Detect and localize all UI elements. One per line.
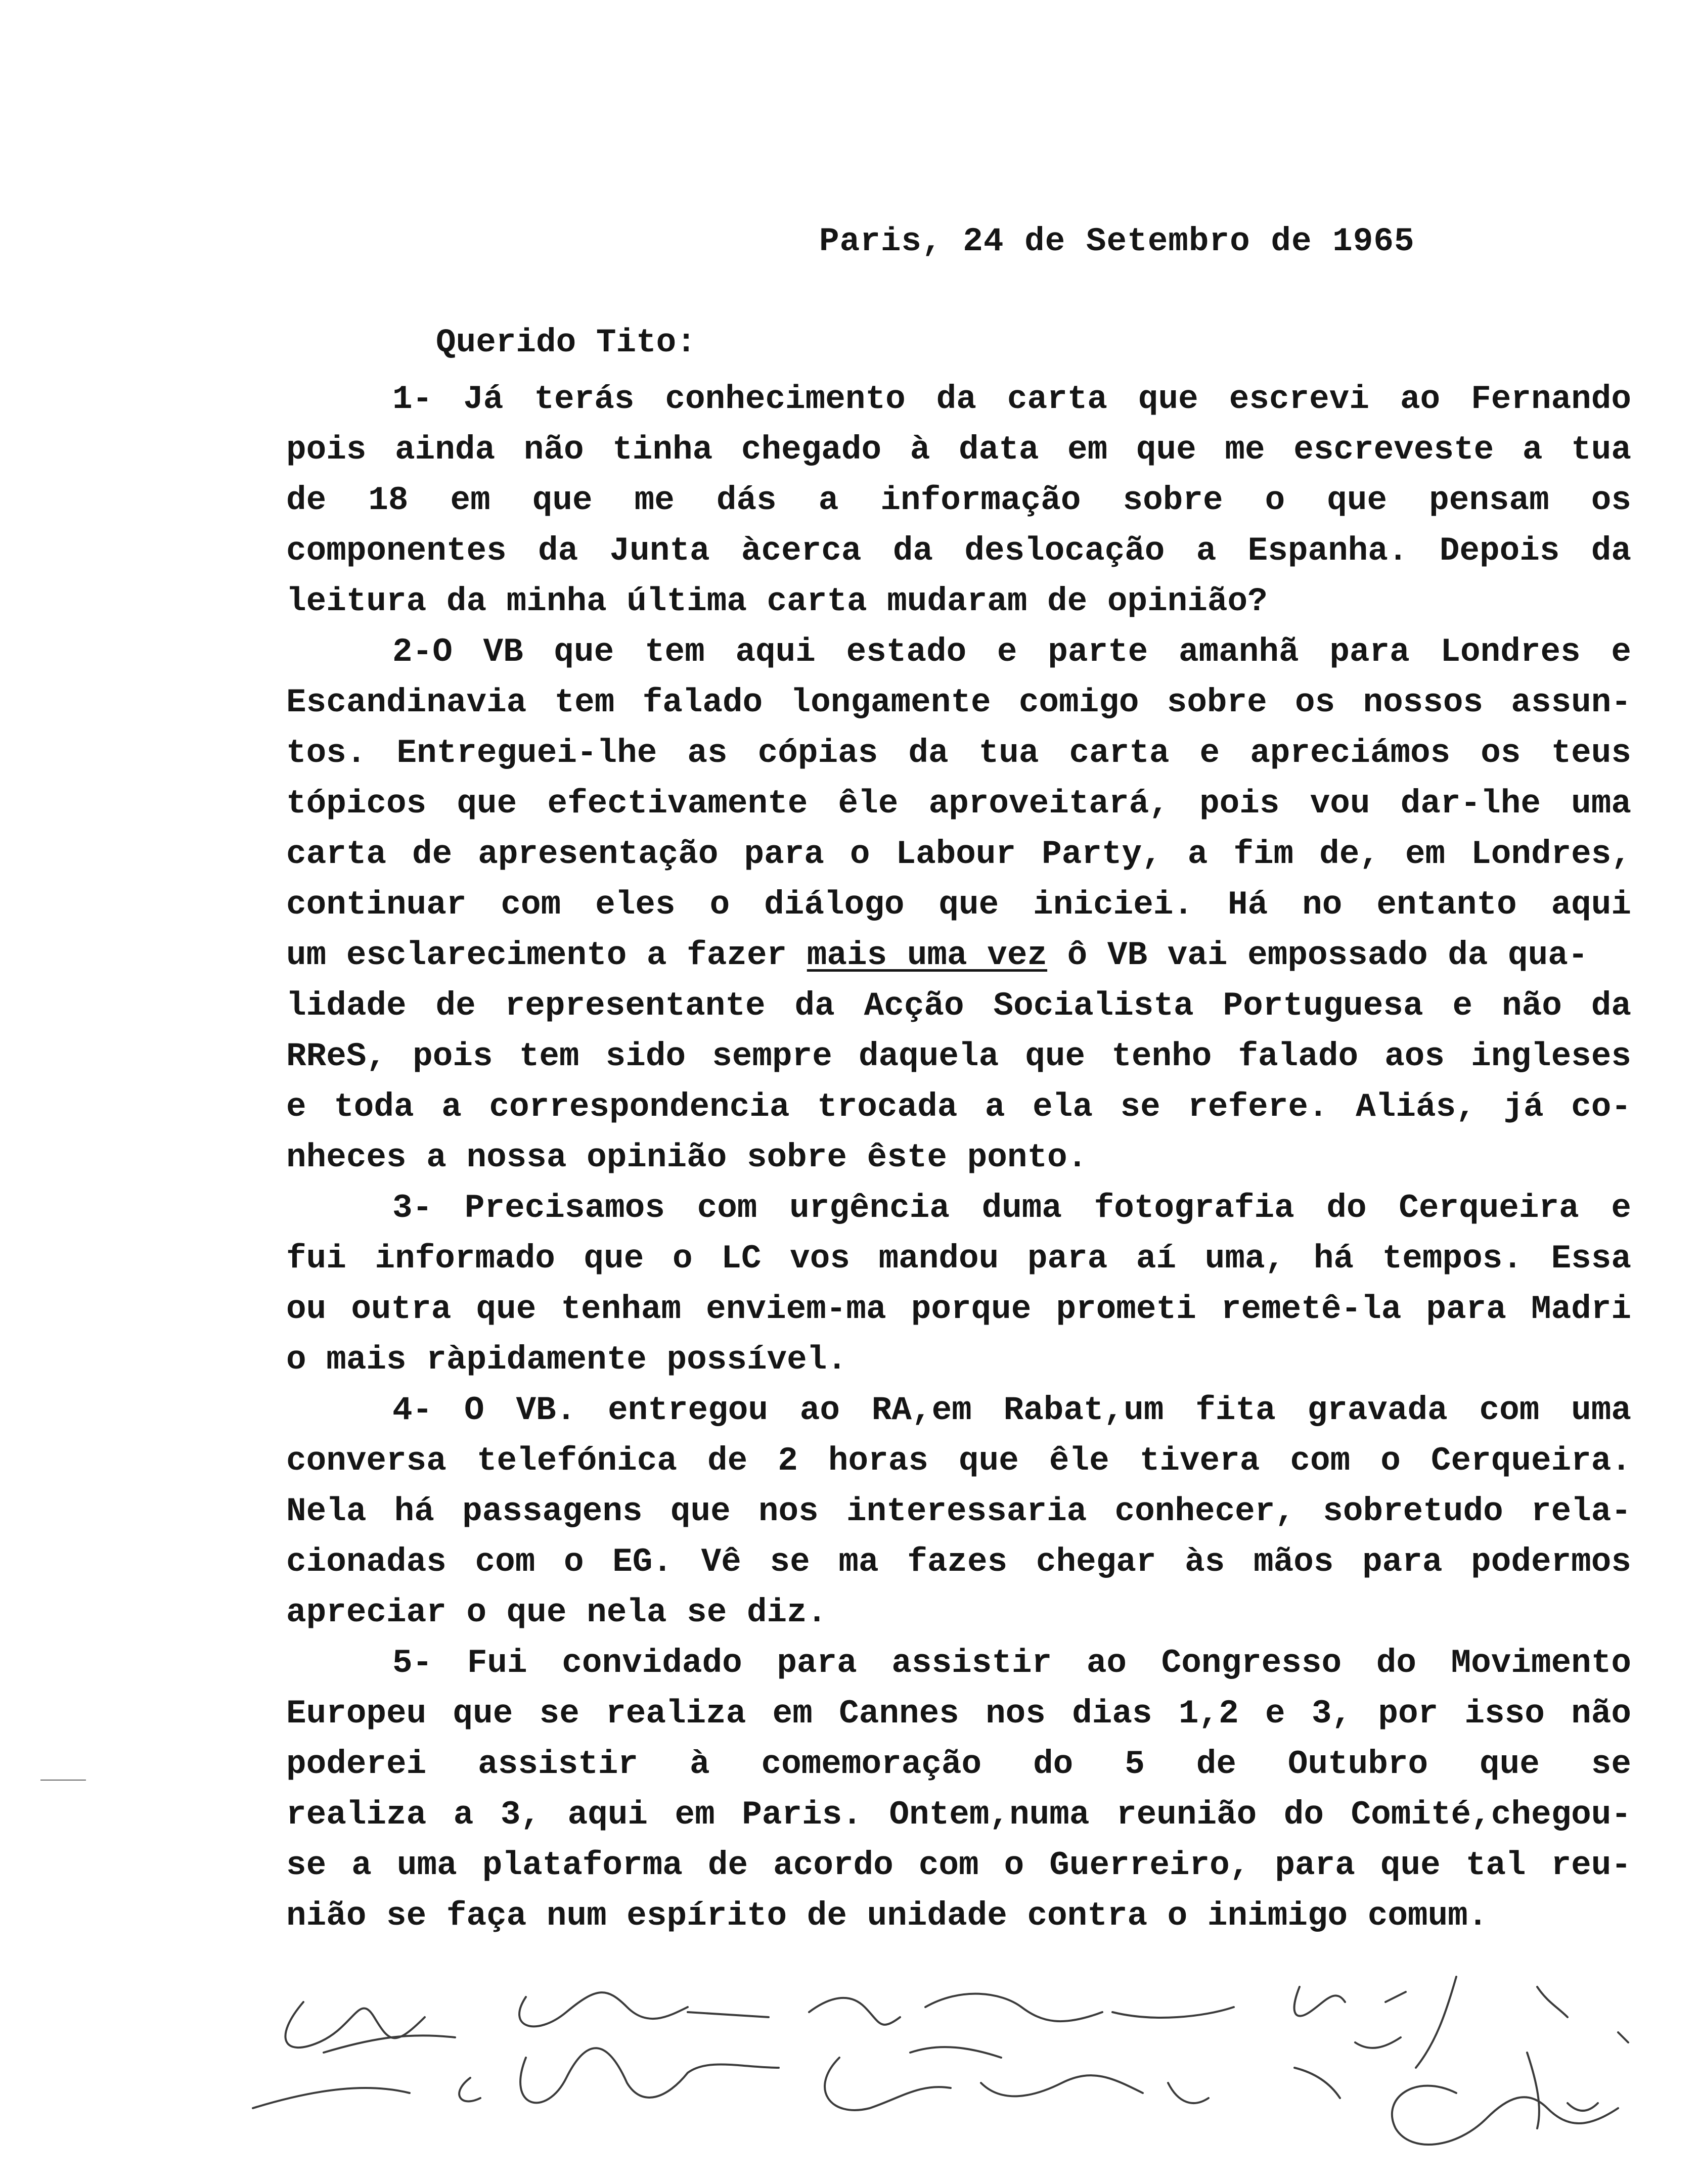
handwritten-signature [243, 1956, 1648, 2169]
text-line: Escandinavia tem falado longamente comigo sobre os nossos assun- [286, 684, 1631, 721]
text-segment: um esclarecimento a fazer [286, 936, 787, 974]
text-line: e toda a correspondencia trocada a ela se refere. Aliás, já co- [286, 1088, 1631, 1126]
paragraph-4 [286, 1385, 1631, 1638]
paragraph-1 [286, 374, 1631, 627]
text-line: nião se faça num espírito de unidade contra o inimigo comum. [286, 1897, 1488, 1935]
text-line: leitura da minha última carta mudaram de opinião? [286, 582, 1268, 620]
text-line: tos. Entreguei-lhe as cópias da tua carta e apreciámos os teus [286, 734, 1631, 772]
text-line: ou outra que tenham enviem-ma porque prometi remetê-la para Madri [286, 1290, 1631, 1328]
text-line: apreciar o que nela se diz. [286, 1594, 827, 1631]
text-line: RReS, pois tem sido sempre daquela que tenho falado aos ingleses [286, 1037, 1631, 1075]
paragraph-3 [286, 1183, 1631, 1385]
dateline: Paris, 24 de Setembro de 1965 [819, 222, 1415, 260]
text-segment: ô VB vai empossado da qua- [1067, 936, 1588, 974]
text-line: componentes da Junta àcerca da deslocação a Espanha. Depois da [286, 532, 1631, 570]
letter-body [286, 374, 1631, 1941]
text-line: carta de apresentação para o Labour Party, a fim de, em Londres, [286, 835, 1631, 873]
text-line: de 18 em que me dás a informação sobre o que pensam os [286, 481, 1631, 519]
text-line: 3- Precisamos com urgência duma fotografia do Cerqueira e [392, 1189, 1631, 1227]
margin-mark [40, 1780, 86, 1781]
salutation: Querido Tito: [436, 324, 696, 361]
text-line: continuar com eles o diálogo que iniciei. Há no entanto aqui [286, 886, 1631, 924]
text-line: realiza a 3, aqui em Paris. Ontem,numa reunião do Comité,chegou- [286, 1796, 1631, 1834]
text-line: 1- Já terás conhecimento da carta que escrevi ao Fernando [392, 380, 1631, 418]
paragraph-2 [286, 627, 1631, 1183]
text-line: Europeu que se realiza em Cannes nos dias 1,2 e 3, por isso não [286, 1695, 1631, 1733]
text-line: pois ainda não tinha chegado à data em que me escreveste a tua [286, 431, 1631, 469]
text-line: tópicos que efectivamente êle aproveitará, pois vou dar-lhe uma [286, 785, 1631, 823]
text-line: lidade de representante da Acção Socialista Portuguesa e não da [286, 987, 1631, 1025]
text-line: fui informado que o LC vos mandou para aí uma, há tempos. Essa [286, 1240, 1631, 1278]
text-line: Nela há passagens que nos interessaria conhecer, sobretudo rela- [286, 1492, 1631, 1530]
text-line: nheces a nossa opinião sobre êste ponto. [286, 1139, 1088, 1176]
text-line-with-underline [286, 930, 1631, 981]
text-line: se a uma plataforma de acordo com o Guerreiro, para que tal reu- [286, 1846, 1631, 1884]
text-line: cionadas com o EG. Vê se ma fazes chegar às mãos para podermos [286, 1543, 1631, 1581]
text-line: conversa telefónica de 2 horas que êle tivera com o Cerqueira. [286, 1442, 1631, 1480]
underlined-phrase: mais uma vez [807, 936, 1048, 974]
text-line: 2-O VB que tem aqui estado e parte amanhã para Londres e [392, 633, 1631, 671]
text-line: poderei assistir à comemoração do 5 de Outubro que se [286, 1745, 1631, 1783]
text-line: o mais ràpidamente possível. [286, 1341, 847, 1379]
text-line: 5- Fui convidado para assistir ao Congresso do Movimento [392, 1644, 1631, 1682]
text-line: 4- O VB. entregou ao RA,em Rabat,um fita gravada com uma [392, 1391, 1631, 1429]
paragraph-5 [286, 1638, 1631, 1941]
